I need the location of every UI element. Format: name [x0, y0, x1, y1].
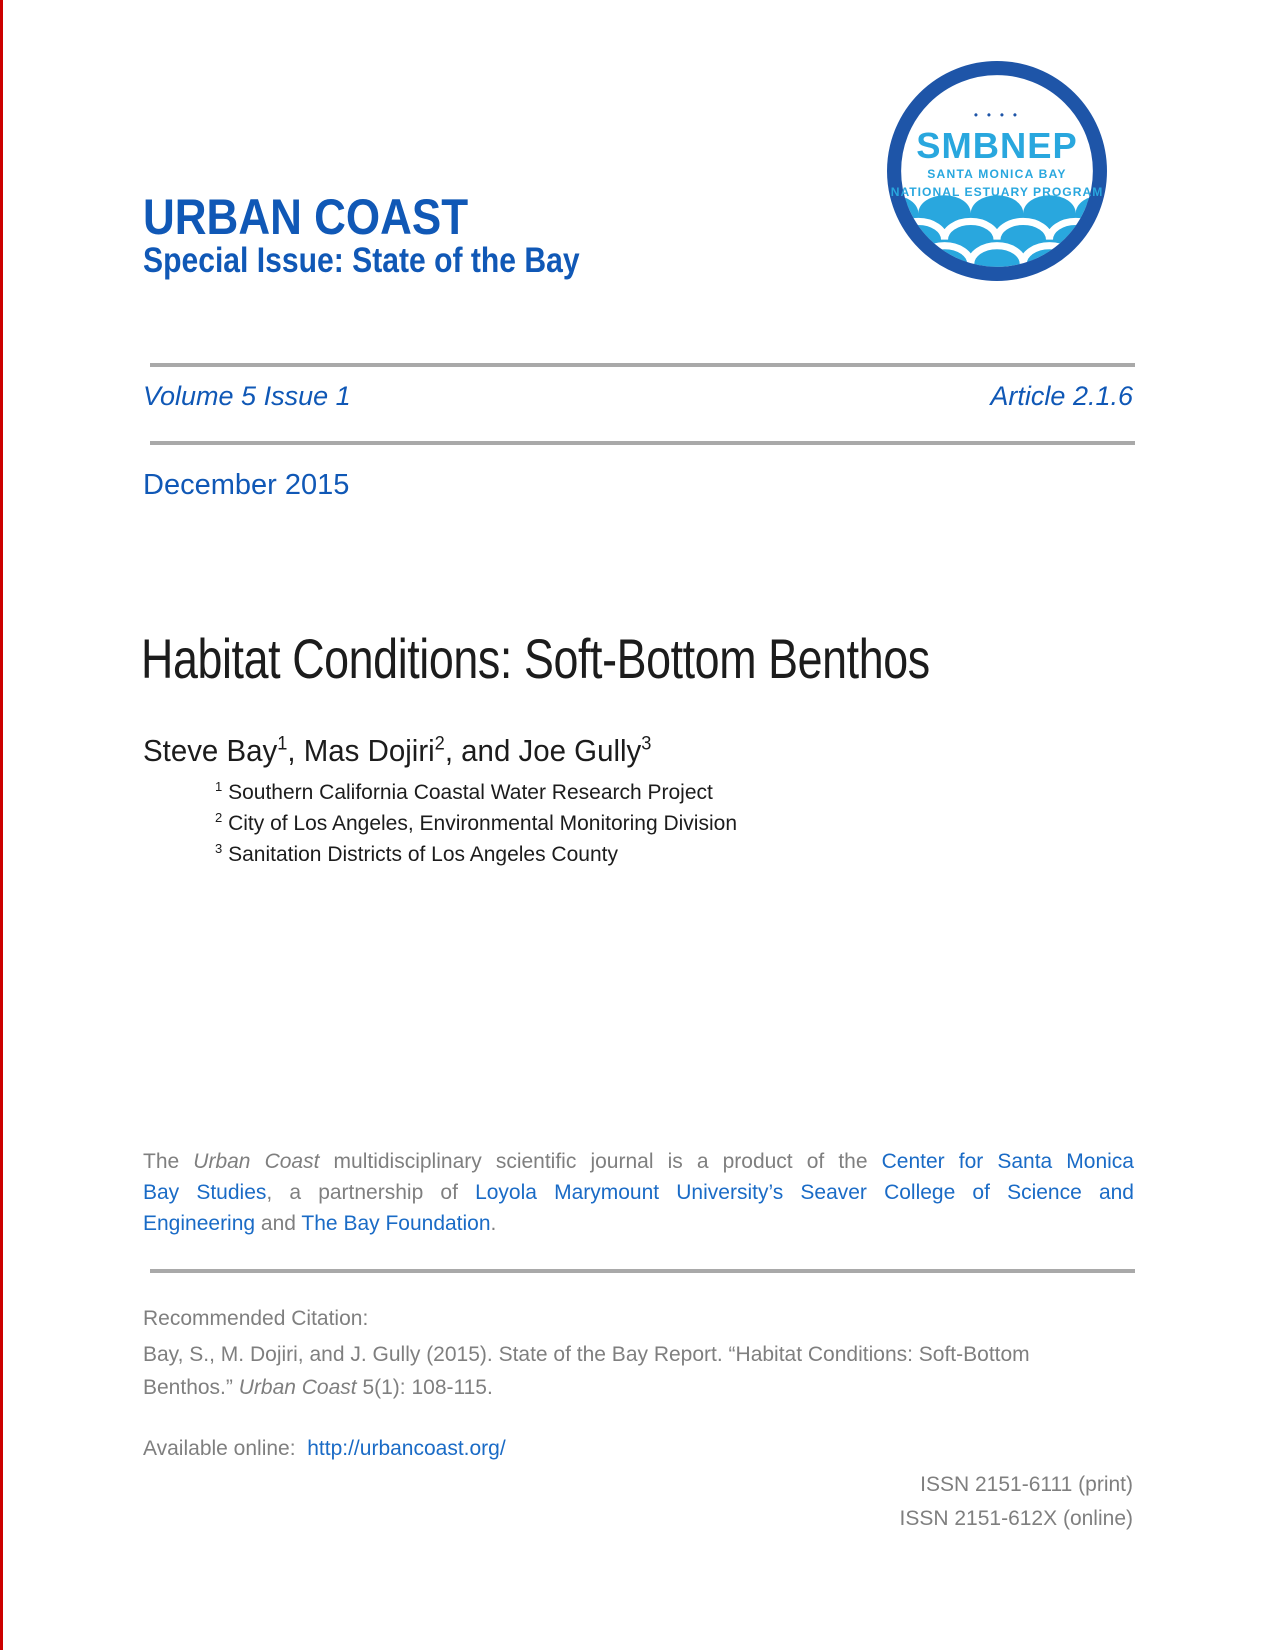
superscript: 2 — [215, 810, 223, 825]
divider-issue-bottom — [150, 441, 1135, 445]
affiliation-3 — [215, 839, 737, 870]
citation-label: Recommended Citation: — [143, 1307, 369, 1330]
link-lmu-seaver-college[interactable]: Engineering — [143, 1212, 256, 1235]
issue-date: December 2015 — [143, 469, 350, 501]
link-urbancoast-url[interactable]: http://urbancoast.org/ — [307, 1437, 506, 1460]
link-lmu-seaver-college[interactable]: Loyola Marymount University’s Seaver College of Science and — [475, 1181, 1134, 1204]
smbnep-logo — [886, 60, 1108, 282]
affiliation-2 — [215, 808, 737, 839]
about-journal-paragraph — [143, 1146, 1134, 1239]
text-segment: 5(1): 108-115. — [356, 1376, 493, 1399]
citation-line-1 — [143, 1338, 1143, 1371]
text-segment: Urban Coast — [193, 1150, 320, 1173]
text-segment: and — [255, 1212, 302, 1235]
authors-line — [143, 733, 651, 769]
text-segment: , Mas Dojiri — [287, 733, 435, 768]
superscript: 3 — [215, 841, 223, 856]
left-edge-red-line — [0, 0, 3, 1650]
available-online-line — [143, 1436, 506, 1461]
text-segment: multidisciplinary scientific journal is a product of the — [319, 1150, 882, 1173]
issue-bar — [143, 382, 1133, 412]
text-segment: Bay, S., M. Dojiri, and J. Gully (2015). State of the Bay Report. “Habitat Conditions: Soft-Bottom — [143, 1343, 1030, 1366]
logo-acronym: SMBNEP — [916, 124, 1078, 166]
article-number: Article 2.1.6 — [990, 381, 1133, 411]
journal-subtitle: Special Issue: State of the Bay — [143, 241, 580, 280]
superscript: 1 — [277, 733, 288, 755]
logo-name-line2: NATIONAL ESTUARY PROGRAM — [890, 185, 1104, 200]
about-line-1 — [143, 1146, 1134, 1177]
issn-online: ISSN 2151-612X (online) — [899, 1507, 1133, 1530]
text-segment: The — [143, 1150, 194, 1173]
text-segment: . — [490, 1212, 497, 1235]
link-center-santa-monica-bay-studies[interactable]: Bay Studies — [143, 1181, 267, 1204]
text-segment: , and Joe Gully — [444, 733, 642, 768]
superscript: 1 — [215, 779, 223, 794]
superscript: 2 — [434, 733, 445, 755]
text-segment: Southern California Coastal Water Research Project — [222, 781, 713, 804]
text-segment: , a partnership of — [266, 1181, 476, 1204]
text-segment: Urban Coast — [238, 1376, 357, 1399]
affiliations-list — [215, 777, 737, 870]
superscript: 3 — [641, 733, 652, 755]
citation-block — [143, 1302, 1143, 1404]
logo-name-line1: SANTA MONICA BAY — [927, 167, 1067, 182]
citation-line-2 — [143, 1371, 1143, 1404]
issn-block — [700, 1468, 1133, 1536]
logo-dots: • • • • — [974, 109, 1020, 122]
journal-title: URBAN COAST — [143, 189, 469, 245]
text-segment: Steve Bay — [143, 733, 278, 768]
text-segment: Sanitation Districts of Los Angeles County — [222, 843, 618, 866]
about-line-3 — [143, 1208, 1134, 1239]
article-title: Habitat Conditions: Soft-Bottom Benthos — [141, 627, 930, 690]
divider-citation — [150, 1269, 1135, 1273]
text-segment: City of Los Angeles, Environmental Monitoring Division — [222, 812, 737, 835]
text-segment: Available online: — [143, 1437, 308, 1460]
about-line-2 — [143, 1177, 1134, 1208]
volume-issue: Volume 5 Issue 1 — [143, 381, 351, 411]
text-segment: Benthos.” — [143, 1376, 239, 1399]
divider-top — [150, 363, 1135, 367]
affiliation-1 — [215, 777, 737, 808]
issn-print: ISSN 2151-6111 (print) — [920, 1473, 1133, 1496]
link-bay-foundation[interactable]: The Bay Foundation — [301, 1212, 491, 1235]
link-center-santa-monica-bay-studies[interactable]: Center for Santa Monica — [881, 1150, 1134, 1173]
